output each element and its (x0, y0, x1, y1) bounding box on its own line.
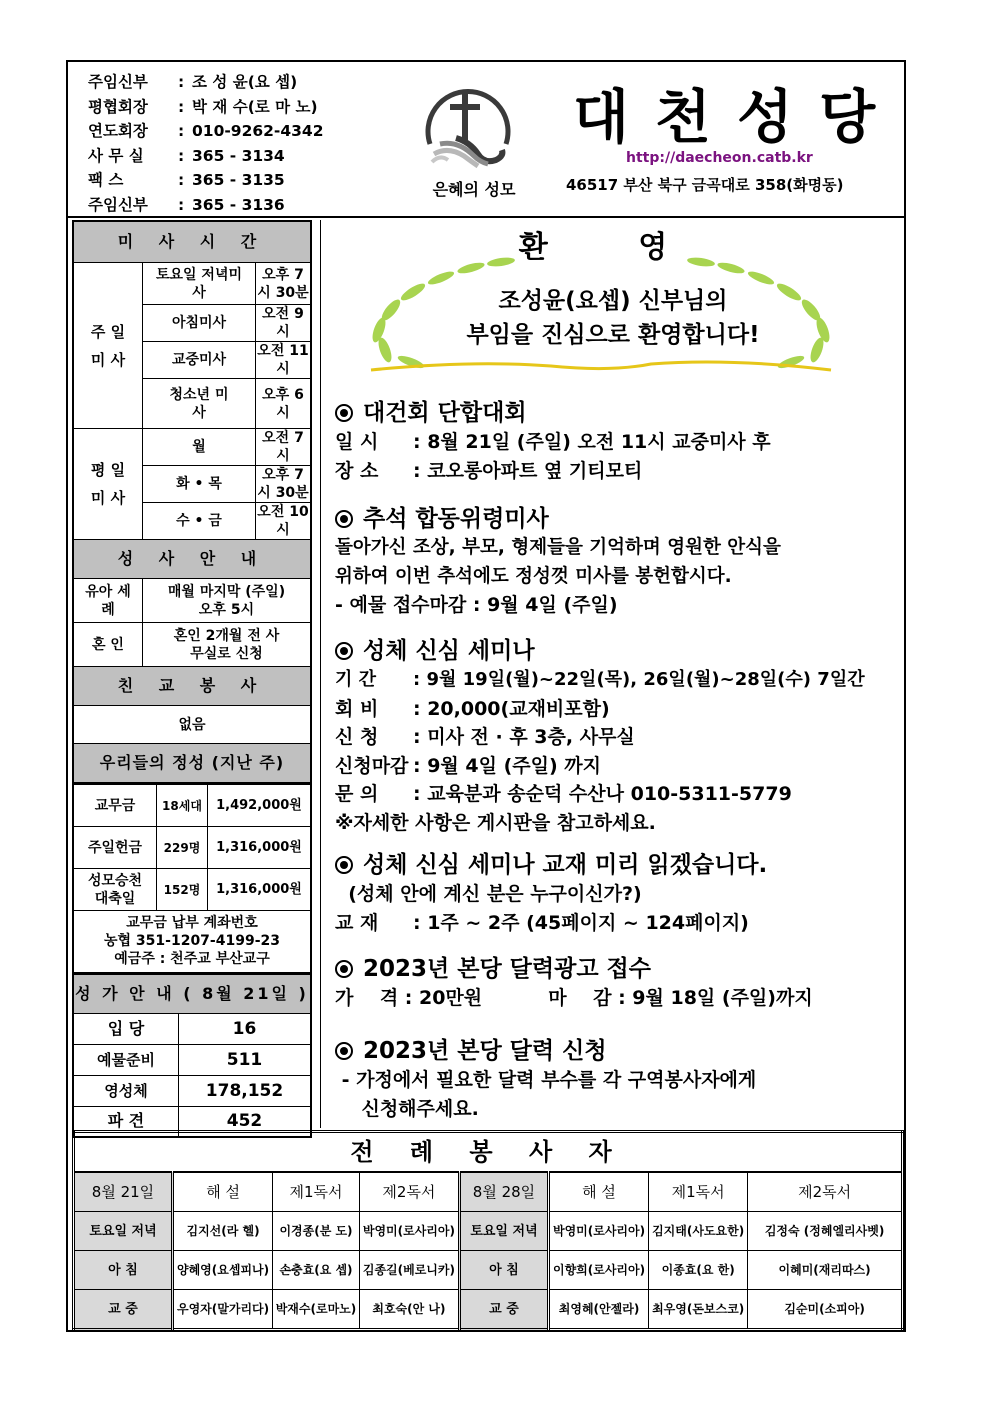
account-info (73, 911, 311, 973)
welcome-message: 조성윤(요셉) 신부님의 부임을 진심으로 환영합니다! (466, 288, 760, 348)
minister-cell: 이종효(요 한) (649, 1251, 748, 1290)
notice-item: 성체 신심 세미나 기 간 : 9월 19일(월)~22일(목), 26일(월)~28일(수) 7일간 회 비 : 20,000(교재비포함) 신 청 : 미사 전 · 후 3층, 사무실 신청마감 : 9월 4일 (주일) 까지 문 의 : 교육분과 송순덕 수산나 010-5311-5779 ※자세한 사항은 게시판을 참고하세요. (335, 638, 865, 834)
mass-name: 교중미사 (143, 342, 256, 379)
minister-cell: 이경종(분 도) (273, 1212, 360, 1251)
service-label: 교 중 (459, 1290, 548, 1330)
service-label: 토요일 저녁 (74, 1212, 173, 1251)
minister-cell: 최영혜(안젤라) (548, 1290, 648, 1330)
notice-title: 2023년 본당 달력광고 접수 (363, 956, 651, 982)
mass-name: 아침미사 (143, 305, 256, 342)
hymns-heading: 성 가 안 내 ( 8월 21일 ) (73, 974, 311, 1013)
minister-cell: 김정숙 (정혜엘리사벳) (748, 1212, 903, 1251)
notice-item: 추석 합동위령미사 돌아가신 조상, 부모, 형제들을 기억하며 영원한 안식을 위하여 이번 추석에도 정성껏 미사를 봉헌합시다. - 예물 접수마감 : 9월 4일 (주일) (335, 506, 781, 616)
contact-row: 사 무 실 : 365 - 3134 (88, 146, 285, 165)
mass-time: 오전 10시 (256, 503, 312, 540)
notice-title: 성체 신심 세미나 교재 미리 읽겠습니다. (363, 852, 768, 878)
minister-cell: 김지선(라 헬) (173, 1212, 273, 1251)
radio-bullet-icon (335, 404, 353, 422)
account-number: 농협 351-1207-4199-23 (104, 933, 280, 950)
hymn-number: 178,152 (179, 1075, 312, 1106)
radio-bullet-icon (335, 960, 353, 978)
mass-times-table (72, 220, 312, 784)
radio-bullet-icon (335, 642, 353, 660)
main-content (320, 220, 905, 1128)
week-date: 8월 28일 (459, 1172, 548, 1212)
notice-title: 추석 합동위령미사 (363, 506, 549, 532)
service-label: 토요일 저녁 (459, 1212, 548, 1251)
mass-time: 오후 7시 30분 (256, 263, 312, 305)
visitation-value: 없음 (73, 706, 311, 744)
notice-item: 2023년 본당 달력 신청 - 가정에서 필요한 달력 부수를 각 구역봉사자에게 신청해주세요. (335, 1038, 757, 1120)
minister-cell: 최우영(돈보스코) (649, 1290, 748, 1330)
radio-bullet-icon (335, 510, 353, 528)
hymn-label: 입 당 (73, 1013, 179, 1044)
parish-address: 46517 부산 북구 금곡대로 358(화명동) (566, 176, 844, 194)
mass-time: 오전 11시 (256, 342, 312, 379)
minister-cell: 박영미(로사리아) (548, 1212, 648, 1251)
mass-name: 청소년 미사 (143, 379, 256, 429)
account-title: 교무금 납부 계좌번호 (126, 915, 258, 932)
sunday-mass-label: 주 일 미 사 (73, 263, 143, 429)
mass-name: 수 • 금 (143, 503, 256, 540)
minister-cell: 김순미(소피아) (748, 1290, 903, 1330)
offering-amount: 1,492,000원 (208, 785, 312, 827)
contact-row: 주임신부 : 365 - 3136 (88, 195, 285, 214)
column-header: 해 설 (548, 1172, 648, 1212)
column-header: 해 설 (173, 1172, 273, 1212)
offering-amount: 1,316,000원 (208, 827, 312, 869)
notice-item: 성체 신심 세미나 교재 미리 읽겠습니다. (성체 안에 계신 분은 누구이신가?) 교 재 : 1주 ~ 2주 (45페이지 ~ 124페이지) (335, 852, 768, 934)
mass-name: 화 • 목 (143, 466, 256, 503)
mass-times-heading: 미 사 시 간 (73, 221, 311, 263)
notice-item: 대건회 단합대회 일 시 : 8월 21일 (주일) 오전 11시 교중미사 후 장 소 : 코오롱아파트 옆 기티모티 (335, 400, 771, 482)
mass-time: 오전 9시 (256, 305, 312, 342)
contact-list (88, 70, 324, 217)
radio-bullet-icon (335, 1042, 353, 1060)
offering-name: 주일헌금 (73, 827, 157, 869)
minister-cell: 손충효(요 셉) (273, 1251, 360, 1290)
contact-row: 연도회장 : 010-9262-4342 (88, 122, 324, 140)
liturgy-ministers-section (72, 1130, 904, 1331)
minister-cell: 김지태(사도요한) (649, 1212, 748, 1251)
minister-cell: 양혜영(요셉피나) (173, 1251, 273, 1290)
notice-item: 2023년 본당 달력광고 접수 가 격 : 20만원 마 감 : 9월 18일 (주일)까지 (335, 956, 813, 1009)
contact-row: 팩 스 : 365 - 3135 (88, 171, 285, 189)
minister-cell: 이향희(로사리아) (548, 1251, 648, 1290)
cross-wave-logo-icon (418, 82, 518, 172)
mass-time: 오후 7시 30분 (256, 466, 312, 503)
parish-url-link[interactable]: http://daecheon.catb.kr (626, 150, 813, 166)
hymn-label: 영성체 (73, 1075, 179, 1106)
offerings-heading: 우리들의 정성 (지난 주) (73, 744, 311, 784)
logo-caption: 은혜의 성모 (432, 180, 516, 199)
sacrament-name: 혼 인 (73, 623, 143, 667)
offering-name: 성모승천 대축일 (73, 869, 157, 911)
notice-title: 대건회 단합대회 (363, 400, 527, 426)
service-label: 아 침 (74, 1251, 173, 1290)
contact-row: 주임신부 : 조 성 윤(요 셉) (88, 73, 298, 91)
minister-cell: 박영미(로사리아) (359, 1212, 459, 1251)
minister-cell: 김종길(베로니카) (359, 1251, 459, 1290)
visitation-heading: 친 교 봉 사 (73, 667, 311, 706)
welcome-heading: 환 영 (518, 230, 708, 265)
sacrament-info: 매월 마지막 (주일) 오후 5시 (143, 579, 312, 623)
sacrament-name: 유아 세례 (73, 579, 143, 623)
week-date: 8월 21일 (74, 1172, 173, 1212)
account-holder: 예금주 : 천주교 부산교구 (114, 951, 270, 968)
offering-count: 152명 (157, 869, 208, 911)
minister-cell: 우영자(말가리다) (173, 1290, 273, 1330)
hymns-table (72, 974, 312, 1139)
liturgy-heading: 전 례 봉 사 자 (74, 1132, 903, 1173)
mass-name: 토요일 저녁미사 (143, 263, 256, 305)
column-header: 제2독서 (748, 1172, 903, 1212)
offering-name: 교무금 (73, 785, 157, 827)
minister-cell: 이혜미(재리따스) (748, 1251, 903, 1290)
weekday-mass-label: 평 일 미 사 (73, 429, 143, 540)
sacrament-info: 혼인 2개월 전 사무실로 신청 (143, 623, 312, 667)
hymn-label: 예물준비 (73, 1044, 179, 1075)
mass-time: 오후 6시 (256, 379, 312, 429)
hymn-number: 16 (179, 1013, 312, 1044)
column-header: 제2독서 (359, 1172, 459, 1212)
offering-amount: 1,316,000원 (208, 869, 312, 911)
radio-bullet-icon (335, 856, 353, 874)
offering-count: 229명 (157, 827, 208, 869)
notice-title: 2023년 본당 달력 신청 (363, 1038, 607, 1064)
mass-name: 월 (143, 429, 256, 466)
minister-cell: 박재수(로마노) (273, 1290, 360, 1330)
minister-cell: 최호숙(안 나) (359, 1290, 459, 1330)
offering-count: 18세대 (157, 785, 208, 827)
bulletin-page (66, 60, 906, 1332)
hymn-number: 511 (179, 1044, 312, 1075)
mass-time: 오전 7시 (256, 429, 312, 466)
hymn-label: 파 견 (73, 1106, 179, 1137)
service-label: 아 침 (459, 1251, 548, 1290)
notice-title: 성체 신심 세미나 (363, 638, 535, 664)
column-header: 제1독서 (273, 1172, 360, 1212)
column-header: 제1독서 (649, 1172, 748, 1212)
service-label: 교 중 (74, 1290, 173, 1330)
hymn-number: 452 (179, 1106, 312, 1137)
offerings-table (72, 784, 312, 974)
header (68, 62, 904, 218)
left-sidebar (72, 220, 312, 1138)
contact-row: 평협회장 : 박 재 수(로 마 노) (88, 97, 318, 116)
liturgy-ministers-table (72, 1130, 904, 1331)
sacraments-heading: 성 사 안 내 (73, 540, 311, 579)
parish-title: 대천성당 (573, 83, 902, 151)
